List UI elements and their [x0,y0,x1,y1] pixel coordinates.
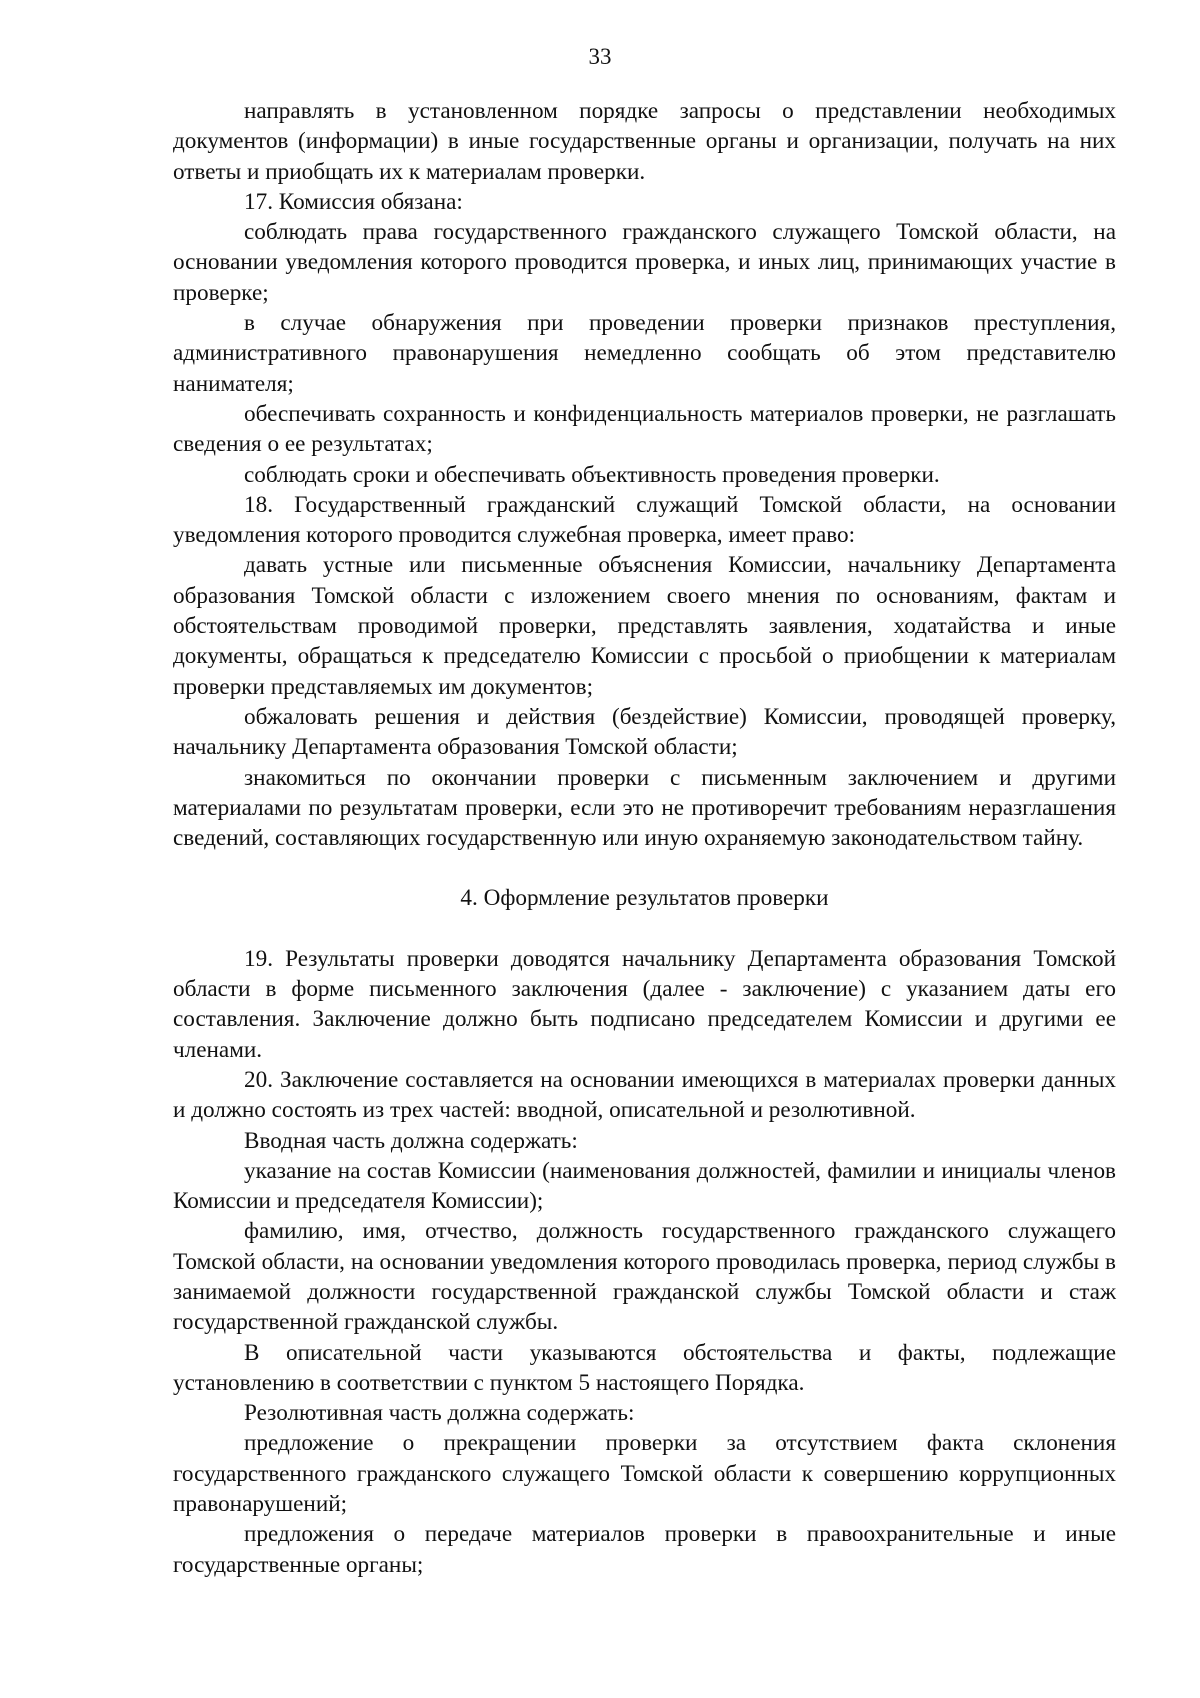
paragraph: фамилию, имя, отчество, должность государственного гражданского служащего Томской области, на основании уведомления которого проводилась проверка, период службы в занимаемой должности государственной гражданской службы Томской области и стаж государственной гражданской службы. [173,1218,1116,1336]
paragraph: направлять в установленном порядке запросы о представлении необходимых документов (информации) в иные государственные органы и организации, получать на них ответы и приобщать их к материалам проверки. [173,98,1116,185]
document-body [173,96,1116,1580]
paragraph: В описательной части указываются обстоятельства и факты, подлежащие установлению в соответствии с пунктом 5 настоящего Порядка. [173,1339,1116,1396]
paragraph: 17. Комиссия обязана: [244,188,463,215]
paragraph: 20. Заключение составляется на основании имеющихся в материалах проверки данных и должно состоять из трех частей: вводной, описательной и резолютивной. [173,1066,1116,1124]
page-number: 33 [588,44,612,69]
paragraph: 18. Государственный гражданский служащий Томской области, на основании уведомления которого проводится служебная проверка, имеет право: [173,491,1116,549]
paragraph: указание на состав Комиссии (наименования должностей, фамилии и инициалы членов Комиссии и председателя Комиссии); [173,1157,1116,1215]
paragraph: давать устные или письменные объяснения Комиссии, начальнику Департамента образования Томской области с изложением своего мнения по основаниям, фактам и обстоятельствам проводимой проверки, представлять заявления, ходатайства и иные документы, обращаться к председателю Комиссии с просьбой о приобщении к материалам проверки представляемых им документов; [173,552,1116,700]
paragraph: обеспечивать сохранность и конфиденциальность материалов проверки, не разглашать сведения о ее результатах; [173,400,1116,458]
paragraph: соблюдать права государственного гражданского служащего Томской области, на основании уведомления которого проводится проверка, и иных лиц, принимающих участие в проверке; [173,219,1116,306]
paragraph: предложение о прекращении проверки за отсутствием факта склонения государственного гражданского служащего Томской области к совершению коррупционных правонарушений; [173,1430,1116,1518]
paragraph: знакомиться по окончании проверки с письменным заключением и другими материалами по результатам проверки, если это не противоречит требованиям неразглашения сведений, составляющих государственную или иную охраняемую законодательством тайну. [173,764,1116,852]
paragraph: обжаловать решения и действия (бездействие) Комиссии, проводящей проверку, начальнику Департамента образования Томской области; [173,703,1116,761]
paragraph: Вводная часть должна содержать: [244,1127,578,1154]
paragraph: соблюдать сроки и обеспечивать объективность проведения проверки. [244,461,940,488]
section-heading: 4. Оформление результатов проверки [460,885,829,912]
paragraph: Резолютивная часть должна содержать: [244,1400,635,1427]
paragraph: предложения о передаче материалов проверки в правоохранительные и иные государственные органы; [173,1521,1116,1578]
paragraph: 19. Результаты проверки доводятся начальнику Департамента образования Томской области в форме письменного заключения (далее - заключение) с указанием даты его составления. Заключение должно быть подписано председателем Комиссии и другими ее членами. [173,945,1116,1063]
paragraph: в случае обнаружения при проведении проверки признаков преступления, административного правонарушения немедленно сообщать об этом представителю нанимателя; [173,310,1116,397]
